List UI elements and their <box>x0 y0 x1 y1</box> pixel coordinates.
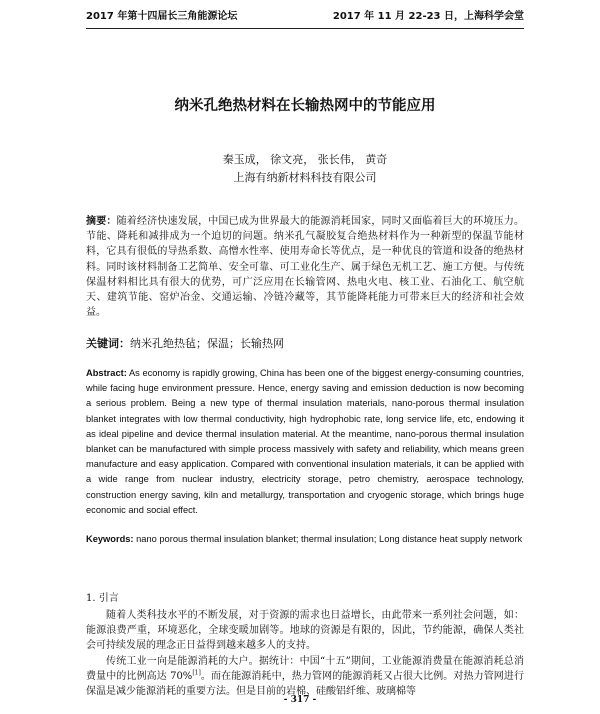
keywords-chinese-text: 纳米孔绝热毡；保温；长输热网 <box>130 337 284 350</box>
abstract-chinese <box>86 214 524 320</box>
running-header <box>86 10 524 24</box>
intro-paragraph-1: 随着人类科技水平的不断发展，对于资源的需求也日益增长，由此带来一系列社会问题，如：能源浪费严重，环境恶化，全球变暖加剧等。地球的资源是有限的，因此，节约能源，确保人类社会可持续发展的理念正日益得到越来越多人的支持。 <box>86 610 524 652</box>
abstract-english-label: Abstract: <box>86 368 127 378</box>
author-list: 秦玉成， 徐文亮， 张长伟， 黄奇 <box>222 153 388 166</box>
paper-title: 纳米孔绝热材料在长输热网中的节能应用 <box>174 98 436 114</box>
section-body-introduction <box>86 608 524 699</box>
affiliation: 上海有纳新材料科技有限公司 <box>233 171 377 184</box>
citation-ref: [1] <box>192 669 201 677</box>
header-rule <box>86 28 524 29</box>
section-heading-introduction: 1. 引言 <box>86 593 119 604</box>
intro-paragraph-2-part-a: 传统工业一向是能源消耗的大户。据统计：中国“十五”期间，工业能源消费量在能源消耗总消费量中的比例高达 70% <box>86 655 524 682</box>
intro-paragraph-2-part-b: 。而在能源消耗中，热力管网的能源消耗又占很大比例。对热力管网进行保温是减少能源消耗的重要方法。但是目前的岩棉、硅酸铝纤维、玻璃棉等 <box>86 670 525 698</box>
header-date-venue: 2017 年 11 月 22-23 日，上海科学会堂 <box>332 11 524 22</box>
header-conference: 2017 年第十四届长三角能源论坛 <box>86 11 238 22</box>
abstract-chinese-label: 摘要： <box>86 216 117 227</box>
keywords-english <box>86 532 524 547</box>
keywords-english-label: Keywords: <box>86 534 134 544</box>
intro-paragraph-2 <box>86 654 524 700</box>
keywords-chinese <box>86 336 524 351</box>
page-number: - 317 - <box>283 695 317 705</box>
keywords-chinese-label: 关键词： <box>86 337 130 350</box>
keywords-english-text: nano porous thermal insulation blanket; thermal insulation; Long distance heat supply network <box>136 534 523 544</box>
abstract-english-text: As economy is rapidly growing, China has been one of the biggest energy-consuming countries, while facing huge environment pressure. Hence, energy saving and emission deduction is now becoming a serious problem. Being a new type of thermal insulation materials, nano-porous thermal insulation blanket integrates with low thermal conductivity, high hydrophobic rate, long service life, etc, endowing it as ideal pipeline and device thermal insulation material. At the meantime, nano-porous thermal insulation blanket can be manufactured with simple process massively with safety and reliability, which means green manufacture and easy application. Compared with conventional insulation materials, it can be applied with a wide range from nuclear industry, electricity storage, petro chemistry, aerospace technology, construction energy saving, kiln and metallurgy, transportation and cryogenic storage, which brings huge economic and social effect. <box>86 368 525 515</box>
abstract-chinese-text: 随着经济快速发展，中国已成为世界最大的能源消耗国家，同时又面临着巨大的环境压力。节能、降耗和减排成为一个迫切的问题。纳米孔气凝胶复合绝热材料作为一种新型的保温节能材料，它具有很低的导热系数、高憎水性率、使用寿命长等优点，是一种优良的管道和设备的绝热材料。同时该材料制备工艺简单、安全可靠、可工业化生产、属于绿色无机工艺、施工方便。与传统保温材料相比具有很大的优势，可广泛应用在长输管网、热电火电、核工业、石油化工、航空航天、建筑节能、窑炉冶金、交通运输、冷链冷藏等，其节能降耗能力可带来巨大的经济和社会效益。 <box>86 216 525 319</box>
abstract-english <box>86 366 524 518</box>
